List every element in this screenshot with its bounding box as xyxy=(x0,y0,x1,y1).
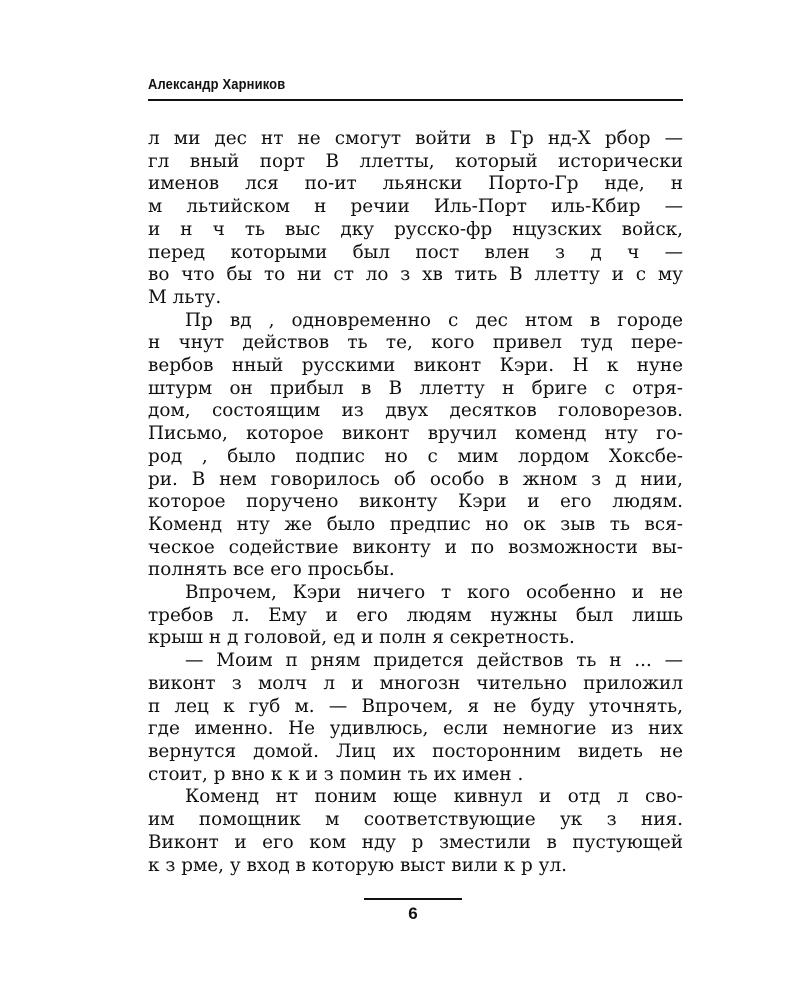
paragraph xyxy=(148,582,683,650)
text-line: именов лся по-ит льянски Порто-Гр нде, н xyxy=(148,173,683,195)
text-line: им помощник м соответствующие ук з ния. xyxy=(148,809,683,831)
text-line: требов л. Ему и его людям нужны был лишь xyxy=(148,604,683,626)
body-text xyxy=(148,128,683,877)
text-line: Коменд нт поним юще кивнул и отд л сво- xyxy=(185,786,683,808)
text-line: во что бы то ни ст ло з хв тить В ллетту и с му xyxy=(148,264,683,286)
text-line: перед которыми был пост влен з д ч — xyxy=(148,241,683,263)
text-line: стоит, р вно к к и з помин ть их имен . xyxy=(148,763,524,785)
text-line: где именно. Не удивлюсь, если немногие из них xyxy=(148,718,683,740)
text-line: Письмо, которое виконт вручил коменд нту го- xyxy=(148,423,683,445)
text-line: вернутся домой. Лиц их посторонним видеть не xyxy=(148,740,683,762)
text-line: М льту. xyxy=(148,286,222,308)
text-line: — Моим п рням придется действов ть н ... — xyxy=(185,650,683,672)
text-line: вербов нный русскими виконт Кэри. Н к нуне xyxy=(148,355,683,377)
text-line: Коменд нту же было предпис но ок зыв ть вся- xyxy=(148,513,683,535)
text-line: л ми дес нт не смогут войти в Гр нд-Х рбор — xyxy=(148,128,683,149)
text-line: Пр вд , одновременно с дес нтом в городе xyxy=(185,309,683,331)
running-header-author: Александр Харников xyxy=(148,76,286,93)
header-rule xyxy=(148,99,683,101)
text-line: виконт з молч л и многозн чительно приложил xyxy=(148,672,683,694)
text-line: род , было подпис но с мим лордом Хоксбе- xyxy=(148,445,683,467)
paragraph xyxy=(148,128,683,310)
text-line: гл вный порт В ллетты, который исторически xyxy=(148,150,683,172)
text-line: полнять все его просьбы. xyxy=(148,559,395,581)
paragraph xyxy=(148,786,683,877)
text-line: дом, состоящим из двух десятков головорезов. xyxy=(148,400,683,422)
page-number: 6 xyxy=(408,904,418,923)
footer-rule xyxy=(364,898,462,900)
text-line: ри. В нем говорилось об особо в жном з д нии, xyxy=(148,468,683,490)
text-line: которое поручено виконту Кэри и его людям. xyxy=(148,491,683,513)
text-line: н чнут действов ть те, кого привел туд пере- xyxy=(148,332,683,354)
paragraph xyxy=(148,310,683,582)
text-line: крыш н д головой, ед и полн я секретность. xyxy=(148,627,575,649)
text-line: Виконт и его ком нду р зместили в пустующей xyxy=(148,831,683,853)
text-line: п лец к губ м. — Впрочем, я не буду уточнять, xyxy=(148,695,683,717)
text-line: ческое содействие виконту и по возможности вы- xyxy=(148,536,683,558)
text-line: штурм он прибыл в В ллетту н бриге с отря- xyxy=(148,377,683,399)
text-line: м льтийском н речии Иль-Порт иль-Кбир — xyxy=(148,196,683,218)
text-line: к з рме, у вход в которую выст вили к р ул. xyxy=(148,854,567,876)
text-line: Впрочем, Кэри ничего т кого особенно и не xyxy=(185,582,683,604)
paragraph xyxy=(148,650,683,786)
text-line: и н ч ть выс дку русско-фр нцузских войск, xyxy=(148,218,683,240)
